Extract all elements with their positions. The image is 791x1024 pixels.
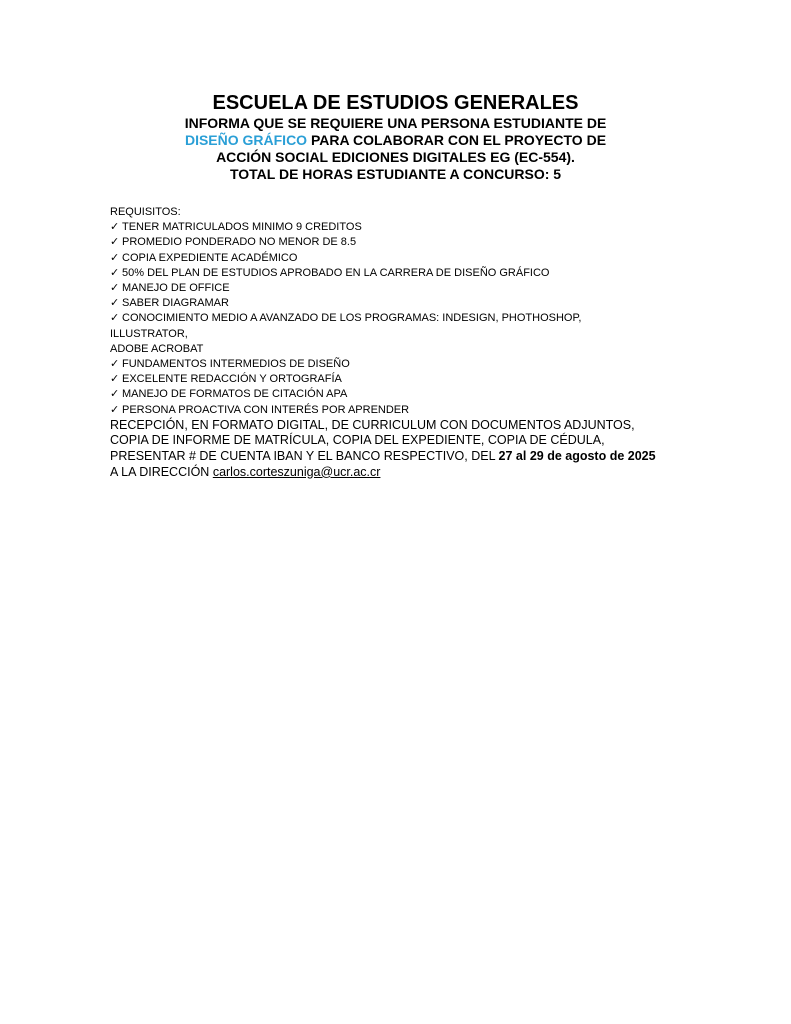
checkmark-icon: ✓	[110, 221, 120, 234]
header-line-1: INFORMA QUE SE REQUIERE UNA PERSONA ESTUDIANTE DE	[184, 115, 607, 131]
checkmark-icon: ✓	[110, 373, 120, 386]
requirement-item: ✓ PROMEDIO PONDERADO NO MENOR DE 8.5	[110, 235, 710, 250]
checkmark-icon: ✓	[110, 312, 120, 325]
requirement-item: ✓ CONOCIMIENTO MEDIO A AVANZADO DE LOS PROGRAMAS: INDESIGN, PHOTHOSHOP,	[110, 311, 710, 326]
program-name-highlight: DISEÑO GRÁFICO	[184, 132, 308, 148]
checkmark-icon: ✓	[110, 358, 120, 371]
checkmark-icon: ✓	[110, 282, 120, 295]
requirement-item: ✓ COPIA EXPEDIENTE ACADÉMICO	[110, 251, 710, 266]
page-title: ESCUELA DE ESTUDIOS GENERALES	[212, 92, 579, 114]
announcement-header	[0, 91, 791, 183]
requirement-item: ✓ 50% DEL PLAN DE ESTUDIOS APROBADO EN LA CARRERA DE DISEÑO GRÁFICO	[110, 266, 710, 281]
checkmark-icon: ✓	[110, 266, 120, 279]
header-line-4: TOTAL DE HORAS ESTUDIANTE A CONCURSO: 5	[229, 166, 562, 182]
contact-email-link[interactable]: carlos.corteszuniga@ucr.ac.cr	[212, 464, 381, 479]
checkmark-icon: ✓	[110, 236, 120, 249]
checkmark-icon: ✓	[110, 403, 120, 416]
requirement-item: ✓ TENER MATRICULADOS MINIMO 9 CREDITOS	[110, 220, 710, 235]
checkmark-icon: ✓	[110, 388, 120, 401]
requirement-item: ✓ MANEJO DE FORMATOS DE CITACIÓN APA	[110, 387, 710, 402]
document-body	[110, 205, 710, 480]
header-line-2-rest: PARA COLABORAR CON EL PROYECTO DE	[307, 132, 607, 148]
requirements-heading: REQUISITOS:	[110, 206, 181, 218]
submission-line-3: PRESENTAR # DE CUENTA IBAN Y EL BANCO RESPECTIVO, DEL 27 al 29 de agosto de 2025	[110, 449, 656, 464]
submission-line-2: COPIA DE INFORME DE MATRÍCULA, COPIA DEL EXPEDIENTE, COPIA DE CÉDULA,	[110, 433, 605, 448]
submission-instructions	[110, 418, 710, 480]
requirement-item: ✓ FUNDAMENTOS INTERMEDIOS DE DISEÑO	[110, 357, 710, 372]
requirement-continuation: ADOBE ACROBAT	[110, 342, 204, 355]
submission-line-1: RECEPCIÓN, EN FORMATO DIGITAL, DE CURRICULUM CON DOCUMENTOS ADJUNTOS,	[110, 417, 635, 432]
submission-line-4: A LA DIRECCIÓN carlos.corteszuniga@ucr.ac.cr	[110, 464, 381, 479]
header-line-2	[0, 132, 791, 149]
requirement-item: ✓ PERSONA PROACTIVA CON INTERÉS POR APRENDER	[110, 403, 710, 418]
header-line-3: ACCIÓN SOCIAL EDICIONES DIGITALES EG (EC-554).	[216, 149, 575, 165]
requirement-item: ✓ SABER DIAGRAMAR	[110, 296, 710, 311]
submission-dates: 27 al 29 de agosto de 2025	[498, 449, 656, 464]
requirement-continuation: ILLUSTRATOR,	[110, 327, 188, 340]
checkmark-icon: ✓	[110, 297, 120, 310]
checkmark-icon: ✓	[110, 251, 120, 264]
requirement-item: ✓ MANEJO DE OFFICE	[110, 281, 710, 296]
requirement-item: ✓ EXCELENTE REDACCIÓN Y ORTOGRAFÍA	[110, 372, 710, 387]
